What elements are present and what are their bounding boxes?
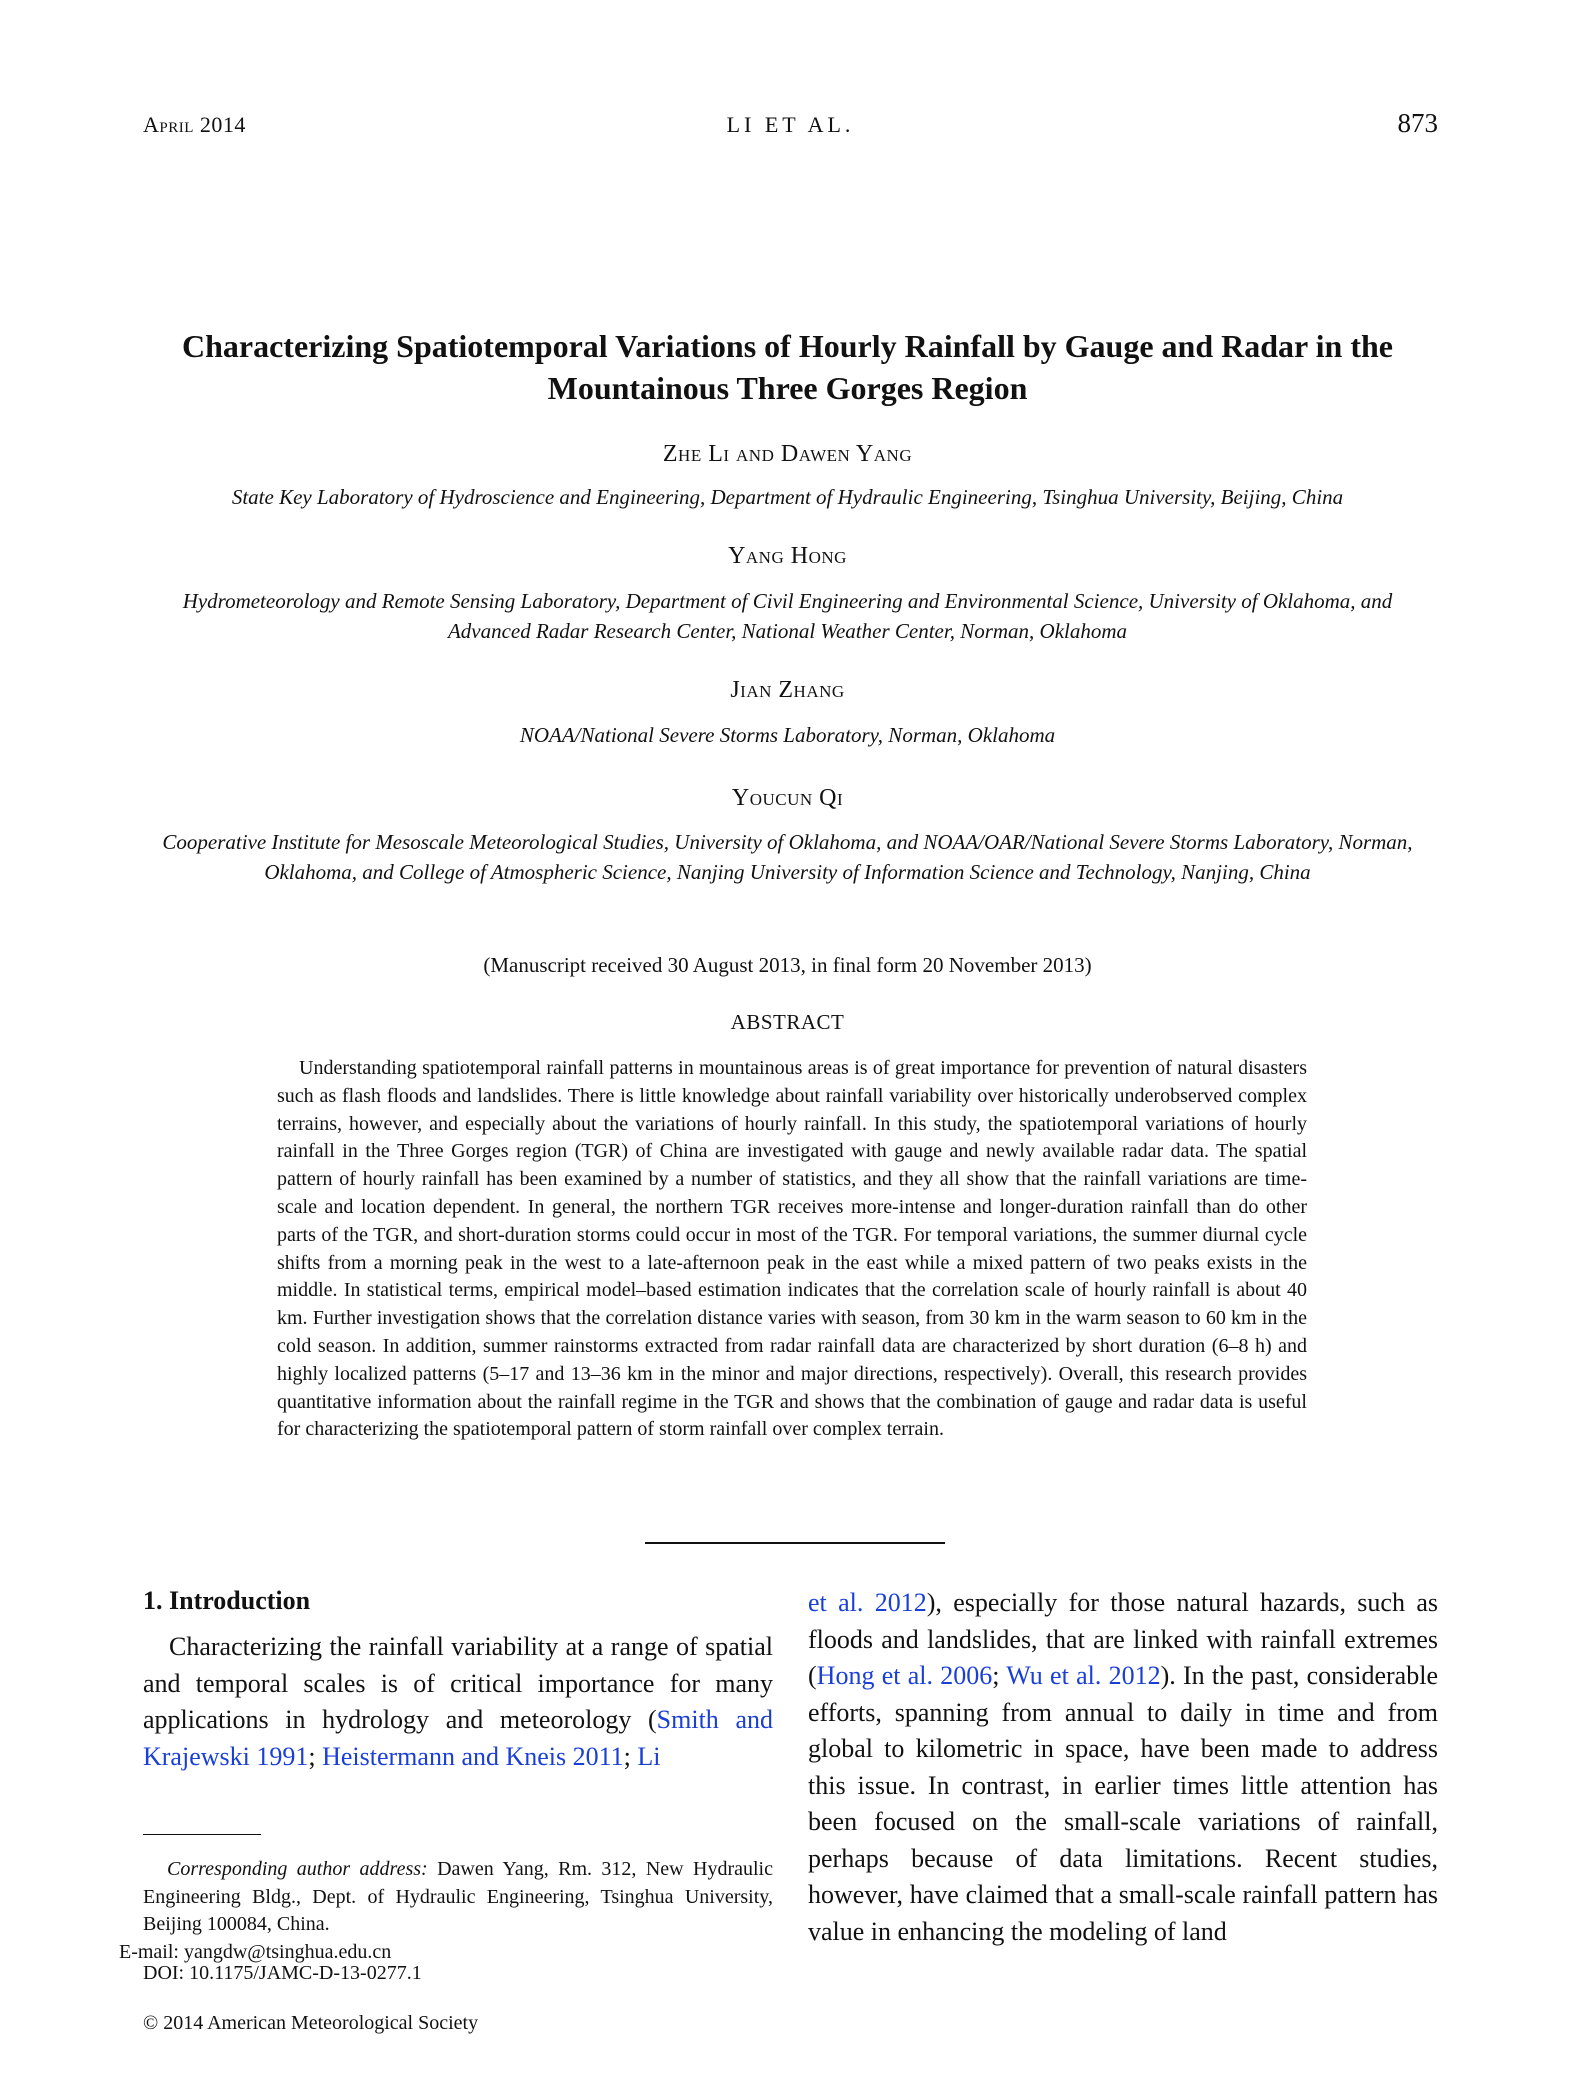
author-3: Jian Zhang [730,677,845,703]
intro-text: ). In the past, considerable efforts, spanning from annual to daily in time and from global to kilometric in space, have been made to address this issue. In contrast, in earlier times little attention has been focused on the small-scale variations of rainfall, perhaps because of data limitations. Recent studies, however, have claimed that a small-scale rainfall pattern has value in enhancing the modeling of land [808,1661,1438,1946]
footnote-label: Corresponding author address: [167,1858,428,1880]
affiliation-4: Cooperative Institute for Mesoscale Meteorological Studies, University of Oklahoma, and NOAA/OAR/National Severe Storms Laboratory, Norman, Oklahoma, and College of Atmospheric Science, Nanjing University of Information Science and Technology, Nanjing, China [162,830,1413,884]
doi: DOI: 10.1175/JAMC-D-13-0277.1 [143,1962,422,1984]
author-4: Youcun Qi [731,785,844,811]
citation-link[interactable]: Heistermann and Kneis 2011 [322,1741,624,1771]
separator: ; [308,1741,323,1771]
citation-link[interactable]: Smith and Krajewski 1991 [143,1705,773,1771]
separator: ; [992,1661,1007,1690]
intro-paragraph-left [143,1629,773,1775]
abstract-text: Understanding spatiotemporal rainfall patterns in mountainous areas is of great importance for prevention of natural disasters such as flash floods and landslides. There is little knowledge about rainfall variability over historically underobserved complex terrains, however, and especially about the variations of hourly rainfall. In this study, the spatiotemporal variations of hourly rainfall in the Three Gorges region (TGR) of China are investigated with gauge and newly available radar data. The spatial pattern of hourly rainfall has been examined by a number of statistics, and they all show that the rainfall variations are time-scale and location dependent. In general, the northern TGR receives more-intense and longer-duration rainfall than do other parts of the TGR, and short-duration storms could occur in most of the TGR. For temporal variations, the summer diurnal cycle shifts from a morning peak in the west to a late-afternoon peak in the east while a mixed pattern of two peaks exists in the middle. In statistical terms, empirical model–based estimation indicates that the correlation scale of hourly rainfall is about 40 km. Further investigation shows that the correlation distance varies with season, from 30 km in the warm season to 60 km in the cold season. In addition, summer rainstorms extracted from radar rainfall data are characterized by short duration (6–8 h) and highly localized patterns (5–17 and 13–36 km in the minor and major directions, respectively). Overall, this research provides quantitative information about the rainfall regime in the TGR and shows that the combination of gauge and radar data is useful for characterizing the spatiotemporal pattern of storm rainfall over complex terrain. [277,1057,1307,1441]
running-head [143,108,1438,152]
separator: ; [623,1741,638,1771]
intro-paragraph-right [808,1585,1438,1950]
right-column [808,1585,1438,1950]
intro-text: ), especially for those natural hazards, such as floods and landslides, that are linked with rainfall extremes ( [808,1588,1438,1690]
section-heading: 1. Introduction [143,1586,311,1615]
abstract-heading: ABSTRACT [730,1010,845,1034]
footnote-text: Dawen Yang, Rm. 312, New Hydraulic Engineering Bldg., Dept. of Hydraulic Engineering, Tsinghua University, Beijing 100084, China. [143,1858,773,1935]
page-number: 873 [1397,108,1438,138]
copyright: © 2014 American Meteorological Society [143,2012,479,2034]
corresponding-author-footnote [119,1856,773,1966]
citation-link[interactable]: Hong et al. 2006 [816,1661,993,1690]
intro-text: Characterizing the rainfall variability at a range of spatial and temporal scales is of critical importance for many applications in hydrology and meteorology ( [143,1632,773,1734]
footnote-rule [143,1834,261,1835]
citation-link[interactable]: Wu et al. 2012 [1006,1661,1161,1690]
issue-date: April 2014 [143,112,246,137]
manuscript-received: (Manuscript received 30 August 2013, in final form 20 November 2013) [483,953,1092,977]
affiliation-3: NOAA/National Severe Storms Laboratory, Norman, Oklahoma [519,723,1056,747]
author-2: Yang Hong [728,543,847,569]
citation-link[interactable]: Li [637,1741,661,1771]
author-1: Zhe Li and Dawen Yang [662,441,913,467]
citation-link[interactable]: et al. 2012 [808,1588,927,1617]
affiliation-2: Hydrometeorology and Remote Sensing Laboratory, Department of Civil Engineering and Environmental Science, University of Oklahoma, and Advanced Radar Research Center, National Weather Center, Norman, Oklahoma [182,589,1393,643]
left-column [143,1585,773,1775]
footnote-email: E-mail: yangdw@tsinghua.edu.cn [119,1940,392,1963]
section-divider [645,1542,945,1544]
article-title: Characterizing Spatiotemporal Variations of Hourly Rainfall by Gauge and Radar in the Mountainous Three Gorges Region [181,328,1393,406]
running-authors: LI ET AL. [726,112,855,137]
affiliation-1: State Key Laboratory of Hydroscience and Engineering, Department of Hydraulic Engineering, Tsinghua University, Beijing, China [231,485,1344,509]
